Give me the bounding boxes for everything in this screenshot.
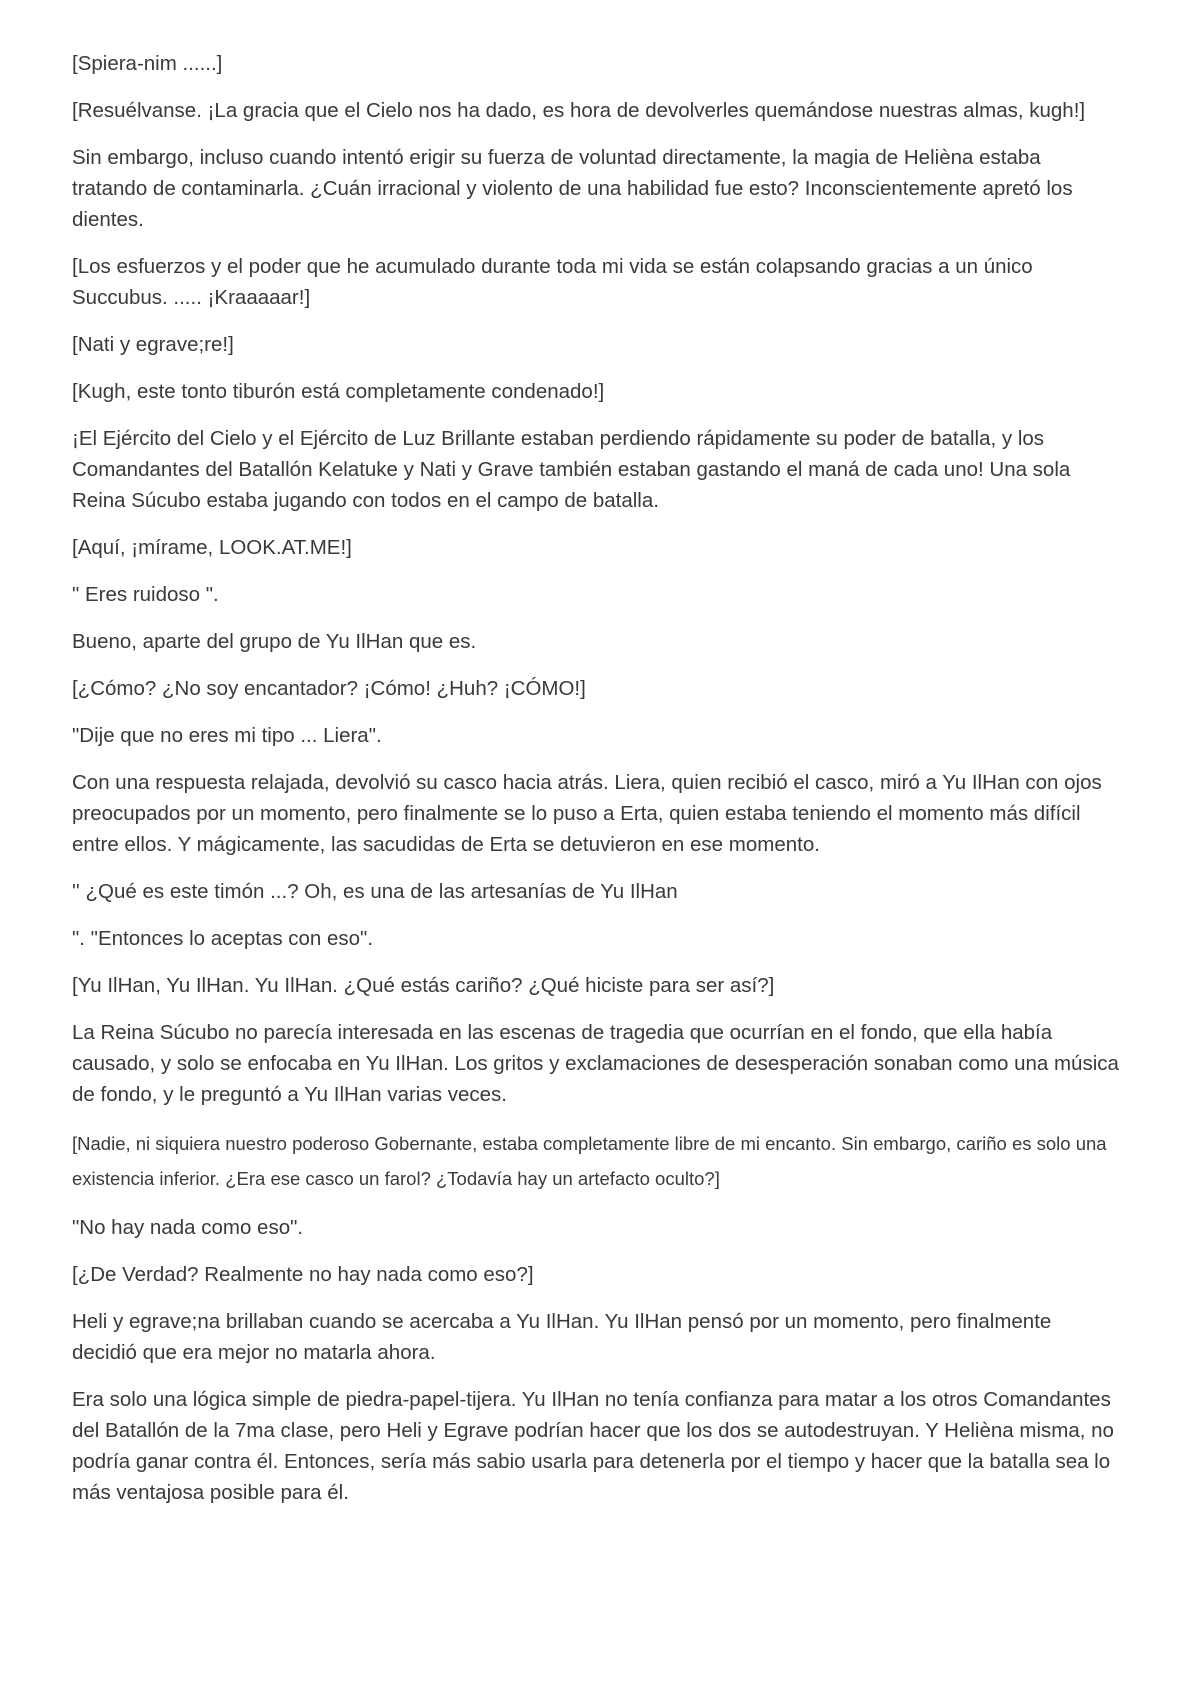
paragraph: La Reina Súcubo no parecía interesada en las escenas de tragedia que ocurrían en el fondo, que ella había causado, y solo se enfocaba en Yu IlHan. Los gritos y exclamaciones de desesperación sonaban como una música de fondo, y le preguntó a Yu IlHan varias veces. [72, 1021, 1119, 1106]
paragraph: [Spiera-nim ......] [72, 52, 223, 75]
paragraph: [¿Cómo? ¿No soy encantador? ¡Cómo! ¿Huh? ¡CÓMO!] [72, 677, 586, 700]
paragraph: Bueno, aparte del grupo de Yu IlHan que es. [72, 630, 477, 653]
paragraph: '' ¿Qué es este timón ...? Oh, es una de las artesanías de Yu IlHan [72, 880, 678, 903]
paragraph: [Resuélvanse. ¡La gracia que el Cielo nos ha dado, es hora de devolverles quemándose nuestras almas, kugh!] [72, 99, 1086, 122]
paragraph: Heli y egrave;na brillaban cuando se acercaba a Yu IlHan. Yu IlHan pensó por un momento, pero finalmente decidió que era mejor no matarla ahora. [72, 1310, 1052, 1364]
paragraph: Con una respuesta relajada, devolvió su casco hacia atrás. Liera, quien recibió el casco, miró a Yu IlHan con ojos preocupados por un momento, pero finalmente se lo puso a Erta, quien estaba teniendo el momento más difícil entre ellos. Y mágicamente, las sacudidas de Erta se detuvieron en ese momento. [72, 771, 1102, 856]
paragraph: [Aquí, ¡mírame, LOOK.AT.ME!] [72, 536, 352, 559]
paragraph: [Los esfuerzos y el poder que he acumulado durante toda mi vida se están colapsando gracias a un único Succubus. ..... ¡Kraaaaar!] [72, 255, 1033, 309]
paragraph: "Dije que no eres mi tipo ... Liera". [72, 724, 382, 747]
paragraph: " Eres ruidoso ". [72, 583, 219, 606]
paragraph: ¡El Ejército del Cielo y el Ejército de Luz Brillante estaban perdiendo rápidamente su poder de batalla, y los Comandantes del Batallón Kelatuke y Nati y Grave también estaban gastando el maná de cada uno! Una sola Reina Súcubo estaba jugando con todos en el campo de batalla. [72, 427, 1071, 512]
paragraph: Era solo una lógica simple de piedra-papel-tijera. Yu IlHan no tenía confianza para matar a los otros Comandantes del Batallón de la 7ma clase, pero Heli y Egrave podrían hacer que los dos se autodestruyan. Y Helièna misma, no podría ganar contra él. Entonces, sería más sabio usarla para detenerla por el tiempo y hacer que la batalla sea lo más ventajosa posible para él. [72, 1388, 1114, 1504]
paragraph: [Nadie, ni siquiera nuestro poderoso Gobernante, estaba completamente libre de mi encanto. Sin embargo, cariño es solo una existencia inferior. ¿Era ese casco un farol? ¿Todavía hay un artefacto oculto?] [72, 1133, 1107, 1189]
paragraph: [Kugh, este tonto tiburón está completamente condenado!] [72, 380, 605, 403]
paragraph: [Yu IlHan, Yu IlHan. Yu IlHan. ¿Qué estás cariño? ¿Qué hiciste para ser así?] [72, 974, 775, 997]
paragraph: [¿De Verdad? Realmente no hay nada como eso?] [72, 1263, 534, 1286]
paragraph: Sin embargo, incluso cuando intentó erigir su fuerza de voluntad directamente, la magia de Helièna estaba tratando de contaminarla. ¿Cuán irracional y violento de una habilidad fue esto? Inconscientemente apretó los dientes. [72, 146, 1073, 231]
paragraph: ". "Entonces lo aceptas con eso". [72, 927, 374, 950]
paragraph: [Nati y egrave;re!] [72, 333, 234, 356]
paragraph: "No hay nada como eso". [72, 1216, 304, 1239]
document-page [72, 48, 1120, 1524]
